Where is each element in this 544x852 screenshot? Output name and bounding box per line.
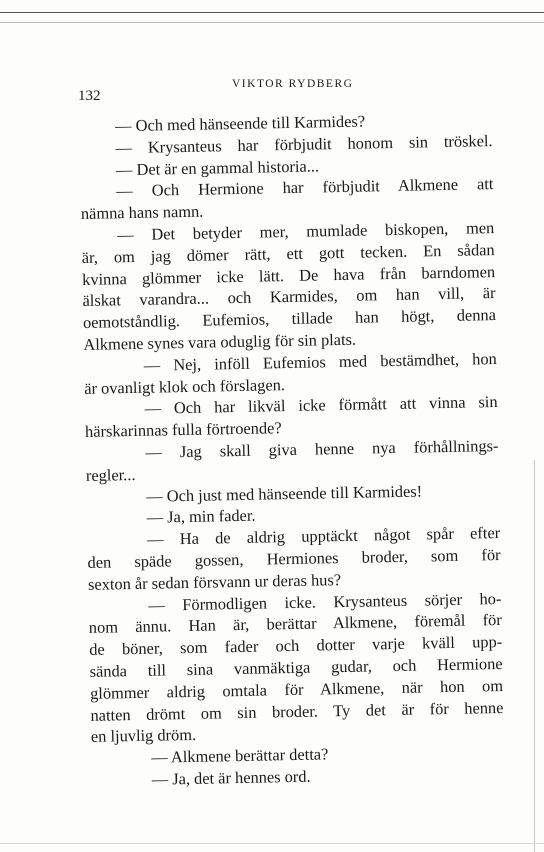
body-text	[79, 108, 505, 792]
text-line: är, om jag dömer rätt, ett gott tecken. En sådan	[81, 239, 495, 267]
text-line: regler...	[85, 464, 136, 485]
text-line: — Det är en gammal historia...	[115, 155, 320, 179]
text-line: oemotståndlig. Eufemios, tillade han högt, denna	[82, 305, 497, 333]
text-line: sända till sina vanmäktiga gudar, och Hermione	[89, 653, 503, 681]
text-line: de böner, som fader och dotter varje kväll upp-	[89, 632, 503, 660]
running-head: VIKTOR RYDBERG	[232, 78, 354, 90]
text-line: sexton år sedan försvann ur deras hus?	[87, 569, 342, 594]
text-line: — Ja, min fader.	[146, 506, 256, 528]
text-line: — Och Hermione har förbjudit Alkmene att	[116, 174, 494, 201]
text-line: — Ha de aldrig upptäckt något spår efter	[146, 523, 501, 549]
text-line: Alkmene synes vara oduglig för sin plats.	[83, 329, 357, 354]
text-line: — Förmodligen icke. Krysanteus sörjer ho-	[148, 588, 502, 615]
text-line: — Och med hänseende till Karmides?	[115, 111, 366, 136]
text-line: är ovanligt klok och förslagen.	[84, 374, 286, 398]
text-line: — Och har likväl icke förmått att vinna sin	[144, 392, 498, 419]
text-line: — Alkmene berättar detta?	[151, 744, 329, 767]
text-line: nom ännu. Han är, berättar Alkmene, föremål för	[88, 610, 502, 638]
text-line: — Ja, det är hennes ord.	[151, 766, 311, 789]
text-line: den späde gossen, Hermiones broder, som för	[87, 544, 501, 572]
scan-top-shadow	[0, 22, 544, 23]
page-number: 132	[78, 88, 101, 104]
text-line: härskarinnas fulla förtroende?	[84, 418, 282, 442]
text-line: — Nej, inföll Eufemios med bestämdhet, hon	[143, 348, 497, 375]
text-line: en ljuvlig dröm.	[90, 725, 197, 747]
text-line: glömmer aldrig omtala för Alkmene, när hon om	[89, 675, 504, 703]
text-line: — Jag skall giva henne nya förhållnings-	[145, 435, 499, 462]
text-line: — Krysanteus har förbjudit honom sin tröskel.	[115, 130, 493, 158]
text-line: kvinna glömmer icke lätt. De hava från barndomen	[81, 261, 496, 289]
scan-right-edge	[534, 460, 535, 852]
text-line: — Och just med hänseende till Karmides!	[146, 481, 423, 506]
scan-top-edge	[0, 12, 544, 13]
page-header	[72, 78, 492, 102]
text-line: — Det betyder mer, mumlade biskopen, men	[117, 218, 495, 245]
scan-bottom-edge	[0, 843, 544, 844]
text-line: älskat varandra... och Karmides, om han vill, är	[82, 283, 496, 311]
text-line: natten drömt om sin broder. Ty det är för henne	[90, 697, 504, 725]
text-line: nämna hans namn.	[80, 201, 204, 224]
